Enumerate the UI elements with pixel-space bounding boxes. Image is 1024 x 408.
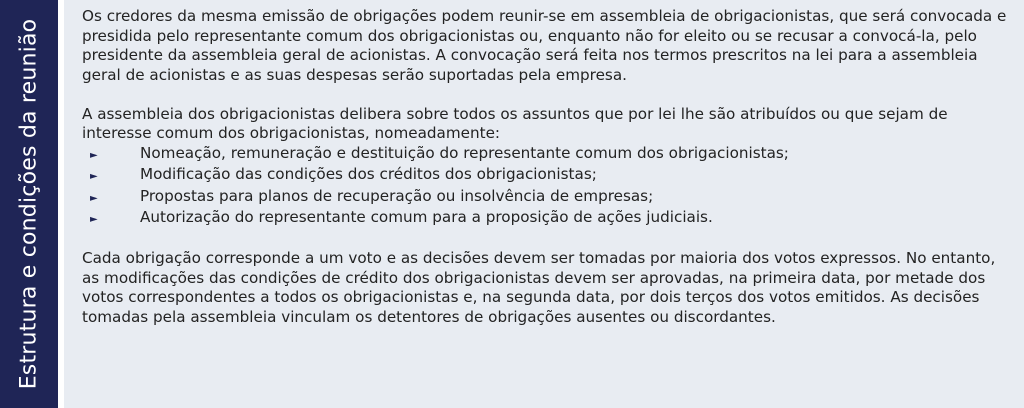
deliberation-list (82, 144, 1014, 230)
list-item-text: Propostas para planos de recuperação ou insolvência de empresas; (140, 186, 654, 205)
content-box (64, 0, 1024, 408)
paragraph-voting: Cada obrigação corresponde a um voto e as decisões devem ser tomadas por maioria dos votos expressos. No entanto, as modificações das condições de crédito dos obrigacionistas devem ser aprovadas, na primeira data, por metade dos votos correspondentes a todos os obrigacionistas e, na segunda data, por dois terços dos votos emitidos. As decisões tomadas pela assembleia vinculam os detentores de obrigações ausentes ou discordantes. (82, 249, 996, 326)
sidebar-title: Estrutura e condições da reunião (16, 18, 42, 390)
list-item-text: Modificação das condições dos créditos dos obrigacionistas; (140, 165, 597, 183)
list-item (82, 187, 1014, 209)
list-item-text: Autorização do representante comum para a proposição de ações judiciais. (140, 208, 713, 226)
paragraph-deliberation-intro: A assembleia dos obrigacionistas delibera sobre todos os assuntos que por lei lhe são atribuídos ou que sejam de interesse comum dos obrigacionistas, nomeadamente: (82, 104, 948, 142)
bullet-arrow-icon: ► (90, 214, 98, 225)
list-item-text: Nomeação, remuneração e destituição do representante comum dos obrigacionistas; (140, 143, 789, 162)
paragraph-convocation: Os credores da mesma emissão de obrigações podem reunir-se em assembleia de obrigacionistas, que será convocada e presidida pelo representante comum dos obrigacionistas ou, enquanto não for eleito ou se recusar a convocá-la, pelo presidente da assembleia geral de acionistas. A convocação será feita nos termos prescritos na lei para a assembleia geral de acionistas e as suas despesas serão suportadas pela empresa. (82, 7, 1007, 84)
list-item (82, 208, 1014, 230)
bullet-arrow-icon: ► (90, 171, 98, 182)
bullet-arrow-icon: ► (90, 192, 98, 204)
list-item (82, 144, 1014, 166)
bullet-arrow-icon: ► (90, 149, 98, 161)
sidebar (0, 0, 58, 408)
list-item (82, 165, 1014, 187)
